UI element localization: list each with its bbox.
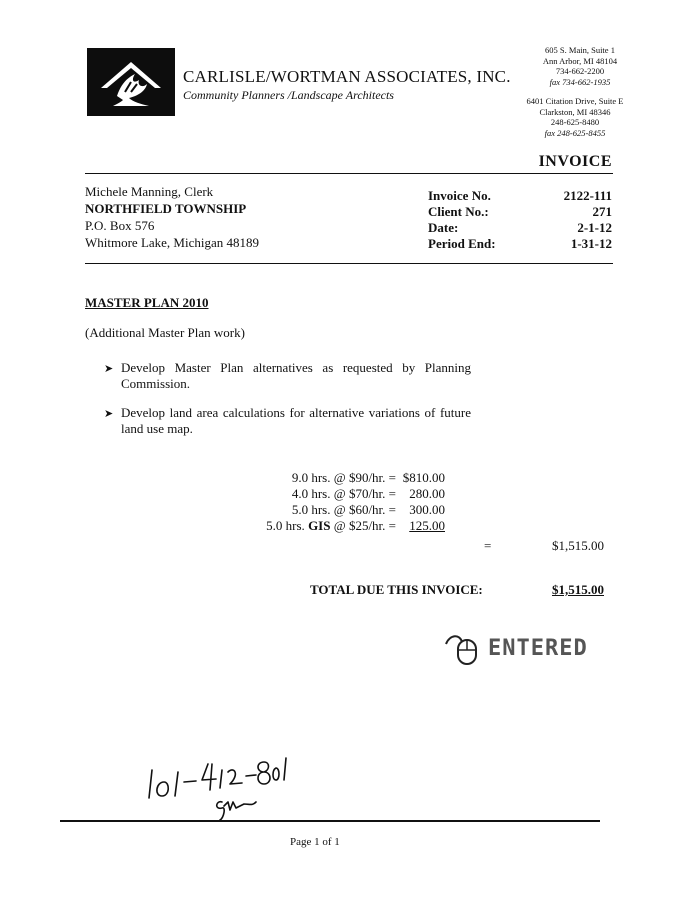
- mouse-stamp-icon: [440, 630, 484, 673]
- total-due-label: TOTAL DUE THIS INVOICE:: [310, 582, 483, 597]
- company-logo: [87, 48, 175, 116]
- phone-line: 248-625-8480: [550, 117, 600, 127]
- charge-line-amount: 300.00: [409, 502, 445, 517]
- arrow-bullet-icon: ➤: [104, 408, 114, 420]
- charge-line-description: 9.0 hrs. @ $90/hr. =: [291, 470, 396, 485]
- house-tree-logo-icon: [87, 48, 175, 116]
- fax-line: fax 734-662-1935: [549, 76, 611, 87]
- header-divider: [85, 173, 613, 174]
- total-due-amount: $1,515.00: [552, 582, 604, 597]
- handwritten-account-code: [140, 750, 290, 830]
- page-number: Page 1 of 1: [290, 836, 340, 848]
- bill-to-block: [85, 183, 259, 251]
- address-line: Ann Arbor, MI 48104: [542, 55, 618, 66]
- date-value: 2-1-12: [577, 220, 612, 235]
- invoice-number-value: 2122-111: [563, 188, 612, 203]
- charge-line-description: 4.0 hrs. @ $70/hr. =: [291, 486, 396, 501]
- work-item: Develop land area calculations for alternative variations of future land use map.: [121, 405, 471, 436]
- phone-line: 734-662-2200: [555, 66, 605, 76]
- office-address-clarkston: [505, 96, 645, 138]
- date-label: Date:: [428, 220, 459, 235]
- arrow-bullet-icon: ➤: [104, 363, 114, 375]
- bill-to-city: Whitmore Lake, Michigan 48189: [85, 235, 260, 250]
- footer-divider: [60, 820, 600, 822]
- charge-line-description: 5.0 hrs. @ $60/hr. =: [291, 502, 396, 517]
- office-address-ann-arbor: [510, 45, 650, 87]
- client-number-label: Client No.:: [428, 204, 489, 219]
- bill-to-contact: Michele Manning, Clerk: [85, 184, 214, 199]
- period-end-value: 1-31-12: [570, 236, 612, 251]
- company-name: CARLISLE/WORTMAN ASSOCIATES, INC.: [183, 67, 511, 86]
- invoice-title: INVOICE: [538, 153, 612, 170]
- charge-line-description: 5.0 hrs. GIS @ $25/hr. =: [266, 518, 396, 533]
- period-end-label: Period End:: [428, 236, 496, 251]
- address-line: 605 S. Main, Suite 1: [545, 45, 615, 55]
- subtotal-equals: =: [484, 538, 492, 553]
- address-line: Clarkston, MI 48346: [539, 106, 611, 117]
- bill-to-divider: [85, 263, 613, 264]
- client-number-value: 271: [592, 204, 612, 219]
- work-item: Develop Master Plan alternatives as requested by Planning Commission.: [121, 360, 471, 391]
- project-subtitle: (Additional Master Plan work): [85, 325, 245, 340]
- charge-line-amount: 280.00: [409, 486, 445, 501]
- subtotal-amount: $1,515.00: [552, 538, 604, 553]
- entered-stamp: ENTERED: [488, 636, 588, 661]
- bill-to-po-box: P.O. Box 576: [85, 218, 155, 233]
- charge-line-amount: 125.00: [409, 518, 445, 533]
- project-title: MASTER PLAN 2010: [85, 295, 209, 310]
- fax-line: fax 248-625-8455: [544, 127, 606, 138]
- invoice-number-label: Invoice No.: [428, 188, 491, 203]
- charge-line-amount: $810.00: [402, 470, 445, 485]
- company-tagline: Community Planners /Landscape Architects: [183, 88, 394, 102]
- address-line: 6401 Citation Drive, Suite E: [526, 96, 624, 106]
- bill-to-organization: NORTHFIELD TOWNSHIP: [85, 201, 247, 216]
